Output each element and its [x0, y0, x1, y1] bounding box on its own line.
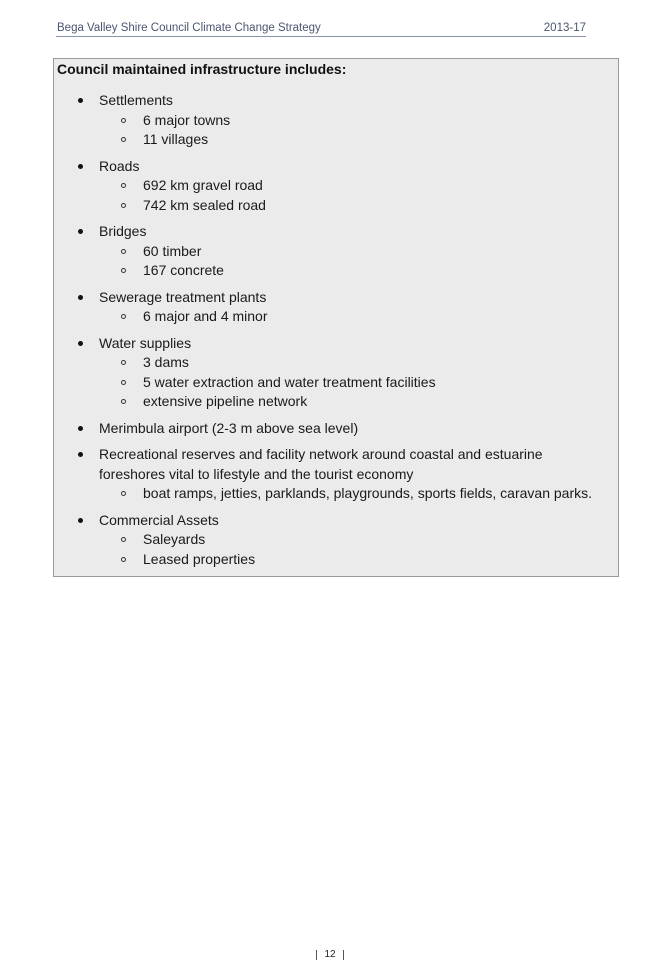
list-item-label: Sewerage treatment plants — [99, 288, 267, 305]
bullet-icon — [78, 518, 83, 523]
bullet-icon — [78, 98, 83, 103]
hollow-bullet-icon — [121, 380, 126, 385]
document-title: Bega Valley Shire Council Climate Change Strategy — [57, 22, 321, 34]
sub-list-item — [54, 176, 614, 196]
hollow-bullet-icon — [121, 137, 126, 142]
list-item — [54, 222, 614, 281]
sub-list-item — [54, 373, 614, 393]
sub-list-item-label: extensive pipeline network — [143, 393, 308, 409]
hollow-bullet-icon — [121, 360, 126, 365]
sub-list-item-label: 692 km gravel road — [143, 177, 263, 193]
box-title: Council maintained infrastructure includes: — [57, 61, 347, 77]
sub-list-item — [54, 307, 614, 327]
list-item-label: Merimbula airport (2-3 m above sea level) — [99, 419, 359, 436]
sub-list-item-label: Leased properties — [143, 550, 256, 567]
hollow-bullet-icon — [121, 183, 126, 188]
list-item — [54, 157, 614, 216]
hollow-bullet-icon — [121, 399, 126, 404]
sub-list-item — [54, 130, 614, 150]
sub-list-item — [54, 392, 614, 412]
sub-list — [54, 176, 614, 215]
sub-list-item — [54, 353, 614, 373]
hollow-bullet-icon — [121, 491, 126, 496]
bullet-icon — [78, 341, 83, 346]
sub-list-item-label: 742 km sealed road — [143, 196, 266, 213]
list-item — [54, 445, 614, 504]
document-years: 2013-17 — [543, 22, 586, 34]
list-item-label: Commercial Assets — [99, 511, 219, 528]
sub-list-item — [54, 261, 614, 281]
sub-list — [54, 353, 614, 412]
hollow-bullet-icon — [121, 203, 126, 208]
sub-list-item — [54, 242, 614, 262]
list-item-label: Roads — [99, 157, 140, 174]
sub-list-item-label: 11 villages — [143, 131, 209, 147]
list-item — [54, 511, 614, 570]
sub-list-item — [54, 550, 614, 570]
sub-list — [54, 111, 614, 150]
list-item-label: Bridges — [99, 223, 147, 239]
hollow-bullet-icon — [121, 249, 126, 254]
page-number: 12 — [316, 950, 344, 960]
bullet-icon — [78, 164, 83, 169]
bullet-icon — [78, 426, 83, 431]
hollow-bullet-icon — [121, 268, 126, 273]
sub-list-item-label: 167 concrete — [143, 262, 224, 278]
bullet-icon — [78, 229, 83, 234]
hollow-bullet-icon — [121, 557, 126, 562]
sub-list-item-label: 5 water extraction and water treatment facilities — [143, 373, 436, 390]
list-item — [54, 288, 614, 327]
sub-list-item — [54, 196, 614, 216]
hollow-bullet-icon — [121, 118, 126, 123]
sub-list — [54, 530, 614, 569]
sub-list-item-label: 3 dams — [143, 354, 189, 370]
sub-list-item-label: 6 major and 4 minor — [143, 308, 268, 324]
hollow-bullet-icon — [121, 537, 126, 542]
sub-list-item — [54, 111, 614, 131]
infrastructure-box — [53, 58, 619, 577]
list-item — [54, 419, 614, 439]
bullet-icon — [78, 452, 83, 457]
list-item-label: Recreational reserves and facility network around coastal and estuarine foreshores vital to lifestyle and the tourist economy — [99, 446, 543, 482]
sub-list-item — [54, 484, 614, 504]
sub-list — [54, 307, 614, 327]
sub-list — [54, 484, 614, 504]
sub-list-item-label: Saleyards — [143, 531, 206, 547]
sub-list-item-label: boat ramps, jetties, parklands, playgrounds, sports fields, caravan parks. — [143, 485, 592, 501]
list-item-label: Water supplies — [99, 334, 192, 351]
sub-list-item — [54, 530, 614, 550]
list-item — [54, 334, 614, 412]
sub-list-item-label: 6 major towns — [143, 111, 231, 128]
bullet-icon — [78, 295, 83, 300]
sub-list — [54, 242, 614, 281]
page-header — [56, 20, 586, 37]
hollow-bullet-icon — [121, 314, 126, 319]
sub-list-item-label: 60 timber — [143, 242, 202, 259]
list-item-label: Settlements — [99, 92, 173, 108]
infrastructure-list — [54, 91, 614, 576]
list-item — [54, 91, 614, 150]
